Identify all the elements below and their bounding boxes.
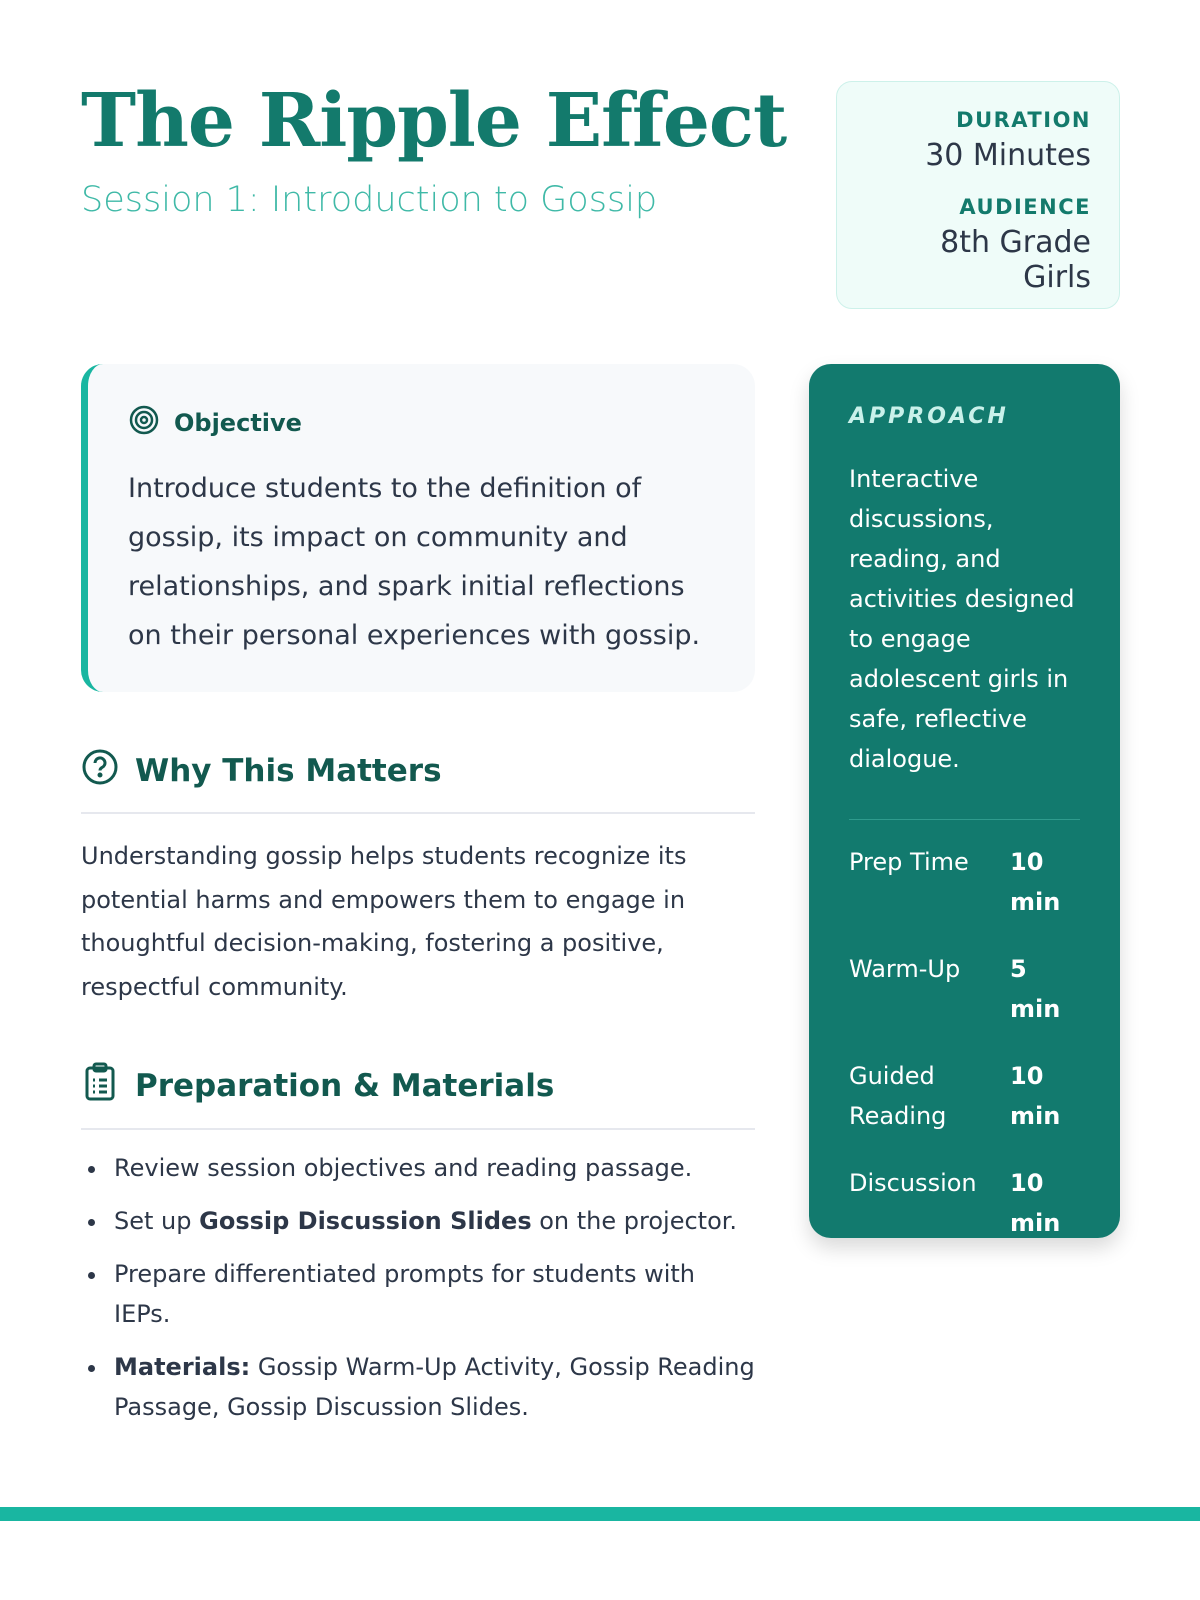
footer-bar [0,1507,1200,1521]
approach-card [809,364,1120,1344]
schedule-list [849,842,1080,1350]
page-subtitle: Session 1: Introduction to Gossip [81,180,658,220]
schedule-activity: Cool Down [849,1276,978,1304]
list-item: Review session objectives and reading passage. [81,1148,755,1188]
why-text: Understanding gossip helps students recognize its potential harms and empowers them to engage in thoughtful decision-making, fostering a positive, respectful community. [81,842,687,1001]
duration-value: 30 Minutes [925,138,1091,173]
list-item: Prepare differentiated prompts for students with IEPs. [81,1254,755,1334]
schedule-row [849,1163,1080,1243]
approach-heading: APPROACH [849,404,1009,429]
schedule-row [849,949,1080,1029]
session-meta-card [836,81,1120,309]
clipboard-list-icon [81,1062,119,1110]
audience-label: AUDIENCE [959,195,1091,219]
duration-label: DURATION [956,108,1091,132]
why-heading: Why This Matters [135,753,442,789]
schedule-activity: Guided Reading [849,1062,947,1130]
list-item: Materials: Gossip Warm-Up Activity, Gossip Reading Passage, Gossip Discussion Slides. [81,1347,755,1427]
target-icon [128,404,160,442]
why-heading-row [81,748,755,814]
prep-heading: Preparation & Materials [135,1068,555,1104]
audience-value: 8th Grade Girls [940,225,1091,295]
approach-text: Interactive discussions, reading, and activities designed to engage adolescent girls in safe, reflective dialogue. [849,465,1075,773]
schedule-time: 5 min [1010,1276,1061,1344]
schedule-row [849,1056,1080,1136]
schedule-time: 10 min [1010,848,1061,916]
prep-list [81,1148,755,1440]
schedule-activity: Prep Time [849,848,969,876]
objective-text: Introduce students to the definition of gossip, its impact on community and relationships, and spark initial reflections on their personal experiences with gossip. [128,473,701,651]
prep-heading-row [81,1062,755,1130]
schedule-row [849,1270,1080,1350]
schedule-time: 10 min [1010,1062,1061,1130]
page-title: The Ripple Effect [81,78,787,164]
schedule-row [849,842,1080,922]
schedule-time: 10 min [1010,1169,1061,1237]
question-circle-icon [81,748,119,794]
objective-heading: Objective [174,409,302,437]
schedule-time: 5 min [1010,955,1061,1023]
schedule-activity: Warm-Up [849,955,961,983]
divider [849,819,1080,820]
schedule-activity: Discussion [849,1169,977,1197]
objective-card [81,364,755,692]
list-item: Set up Gossip Discussion Slides on the projector. [81,1201,755,1241]
